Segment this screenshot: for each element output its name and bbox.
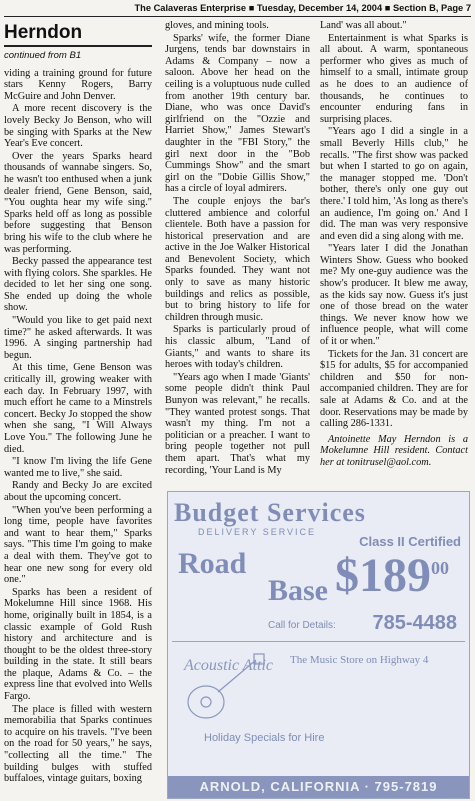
ad-price — [335, 548, 449, 603]
logo-text: Acoustic Attic — [184, 657, 274, 674]
paragraph: Becky passed the appearance test with flying colors. She sparkles. He decided to let her sing one song. She ended up doing the whole show. — [4, 256, 152, 314]
paragraph: Randy and Becky Jo are excited about the upcoming concert. — [4, 480, 152, 503]
ad-class-line: Class II Certified — [359, 534, 461, 549]
ad-shop-line-2: Holiday Specials for Hire — [204, 732, 325, 744]
issue-date: Tuesday, December 14, 2004 — [256, 3, 383, 13]
paragraph: At this time, Gene Benson was critically ill, growing weaker with each day. In February 1997, with much effort he came to a Minstrels concert. Becky Jo stopped the show when she sang, "I Will Always Love You." The following June he died. — [4, 362, 152, 455]
paragraph: A more recent discovery is the lovely Becky Jo Benson, who will be singing with Sparks at the New Year's Eve concert. — [4, 103, 152, 150]
section-page: Section B, Page 7 — [392, 3, 471, 13]
ad-phone: 785-4488 — [372, 612, 457, 634]
masthead — [4, 2, 471, 17]
article-column-3 — [320, 20, 468, 469]
paragraph: "I know I'm living the life Gene wanted me to live," she said. — [4, 456, 152, 479]
paragraph: Sparks has been a resident of Mokelumne Hill since 1968. His home, originally built in 1854, is a classic example of Gold Rush history and architecture and is thought to be the oldest three-story building in the state. It still bears the plaque, Adams & Co. – the express line that evolved into Wells Fargo. — [4, 586, 152, 703]
ad-call-label: Call for Details: — [268, 620, 336, 631]
paragraph: Entertainment is what Sparks is all about. A warm, spontaneous performer who gives as much of himself to a small, intimate group as he does to an audience of thousands, he continues to encounter enduring fans in surprising places. — [320, 32, 468, 125]
author-byline: Antoinette May Herndon is a Mokelumne Hill resident. Contact her at tonitrusel@aol.com. — [320, 433, 468, 468]
paragraph: "When you've been performing a long time, people have favorites and want to hear them," Sparks says. "This time I'm going to make a deal with them. They've got to hear one new song for every old one." — [4, 504, 152, 586]
guitar-logo-icon — [176, 650, 286, 730]
continued-from-label: continued from B1 — [4, 50, 82, 61]
ad-title: Budget Services — [174, 498, 366, 527]
ad-price-cents: 00 — [431, 558, 449, 578]
separator-square: ■ — [384, 3, 391, 13]
ad-road-text: Road — [178, 547, 247, 580]
paragraph: The couple enjoys the bar's cluttered ambience and colorful clientele. Both have a passion for historical preservation and are active in the Joe Walker Historical and Benevolent Society, which Sparks founded. They want not only to save as many historic buildings and relics as possible, but to bring history to life for children through music. — [165, 195, 310, 323]
ad-shop-line: The Music Store on Highway 4 — [290, 654, 429, 666]
ad-subtitle: DELIVERY SERVICE — [198, 527, 317, 537]
paragraph: "Would you like to get paid next time?" he asked afterwards. It was 1996. A singing partnership had begun. — [4, 315, 152, 361]
paragraph: "Years ago when I made 'Giants' some people didn't think Paul Bunyon was relevant," he recalls. "They wanted protest songs. That wasn't my thing. I'm not a politician or a preacher. I want to bring people together not pull them apart. That's what my recording, 'Your Land is My — [165, 371, 310, 476]
ad-footer: ARNOLD, CALIFORNIA · 795-7819 — [168, 776, 469, 798]
ad-divider — [172, 641, 465, 642]
advertisement — [167, 491, 470, 799]
paragraph: Sparks' wife, the former Diane Jurgens, tends bar downstairs in Adams & Company – now a saloon. Above her head on the ceiling is a voluptuous nude culled from another 19th century bar. Diane, who was once David's girlfriend on the "Ozzie and Harriet Show," James Stewart's daughter in the "FBI Story," the girl next door in the "Bob Cummings Show" and the smart girl on the "Dobie Gillis Show," has a circle of loyal admirers. — [165, 32, 310, 195]
paragraph: Sparks is particularly proud of his classic album, "Land of Giants," and wants to share its heroes with today's children. — [165, 324, 310, 371]
paragraph: gloves, and mining tools. — [165, 20, 269, 31]
publication-name: The Calaveras Enterprise — [134, 3, 247, 13]
paragraph: The place is filled with western memorabilia that Sparks continues to acquire on his travels. "I've been on the road for 50 years," he says, "collecting all the time." The building bulges with stuffed buffaloes, vintage guitars, boxing — [4, 703, 152, 785]
ad-price-dollars: $189 — [335, 549, 431, 602]
paragraph: "Years later I did the Jonathan Winters Show. Guess who booked me? My one-guy audience was the show's producer. It blew me away, as the kids say now. Guess it's just one of those bread on the water things. We never know how we influence people, what will come of it or when." — [320, 243, 468, 348]
paragraph: Tickets for the Jan. 31 concert are $15 for adults, $5 for accompanied children and $50 for non-accompanied children. They are for sale at Adams & Co. and at the door. Reservations may be made by calling 286-1331. — [320, 348, 468, 430]
separator-square: ■ — [248, 3, 255, 13]
article-column-2 — [165, 20, 310, 476]
article-column-1 — [4, 20, 152, 785]
paragraph: viding a training ground for future stars Kenny Rogers, Barry McGuire and John Denver. — [4, 67, 152, 102]
ad-base-text: Base — [268, 574, 328, 607]
paragraph: "Years ago I did a single in a small Beverly Hills club," he recalls. "The first show was packed but when I started to go on again, the manager stopped me. 'Don't bother, there's only one guy out there.' I told him, 'As long as there's an audience, I'm going on.' And I did. The man was very responsive and even did a sing along with me. — [320, 126, 468, 242]
paragraph: Land' was all about." — [320, 20, 407, 31]
paragraph: Over the years Sparks heard thousands of wannabe singers. So, he wasn't too enthused when a junk dealer friend, Gene Benson, said, "You oughta hear my wife sing." Sparks held off as long as possible before suggesting that Benson bring his wife to the club where he was performing. — [4, 150, 152, 255]
article-kicker: Herndon — [4, 22, 152, 47]
